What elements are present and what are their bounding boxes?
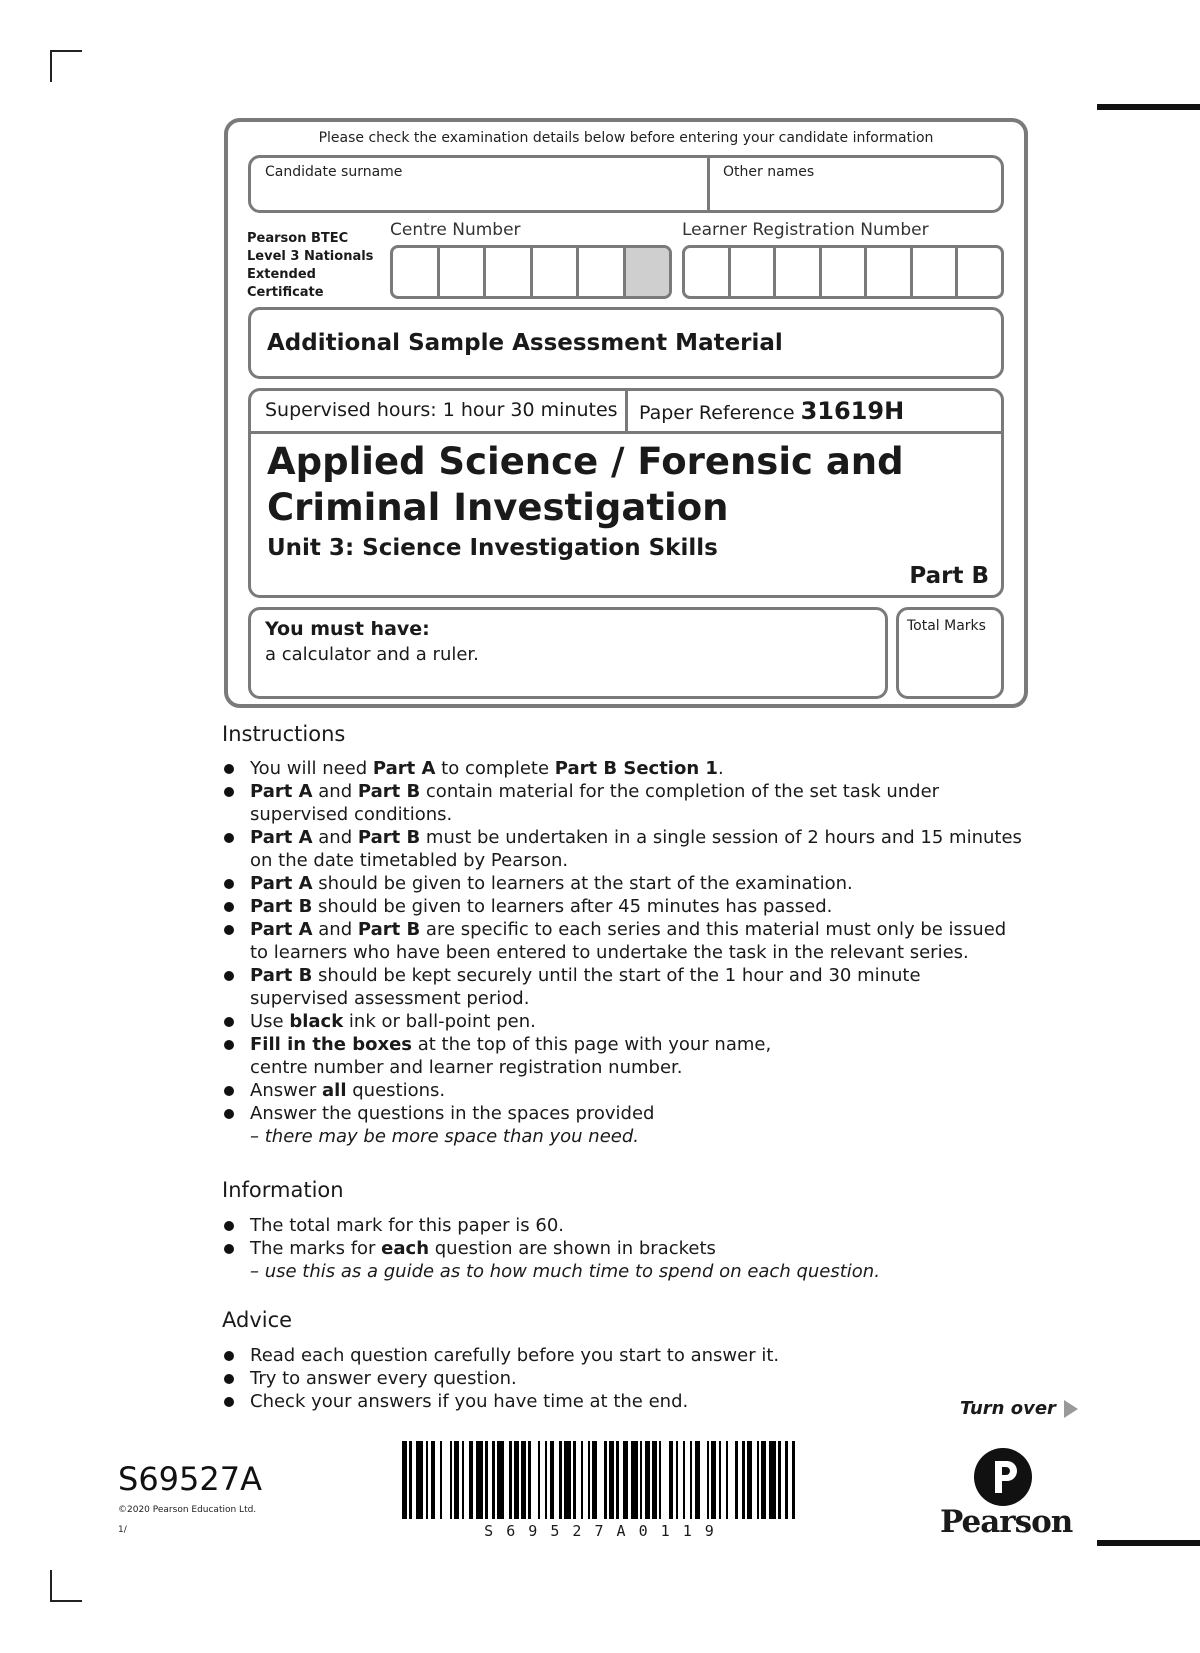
- bullet-item: [222, 757, 1022, 780]
- text: question are shown in brackets: [429, 1238, 716, 1259]
- qualification-line: Level 3 Nationals: [247, 249, 374, 264]
- learner-digit[interactable]: [685, 248, 731, 296]
- bold-text: Part B: [250, 896, 313, 917]
- crop-mark-top-left: [50, 50, 82, 82]
- barcode-gap: [442, 1441, 449, 1519]
- text: centre number and learner registration number.: [250, 1057, 683, 1078]
- paper-code: S69527A: [118, 1460, 262, 1498]
- part-label: Part B: [909, 563, 989, 589]
- small-code: 1/: [118, 1525, 127, 1535]
- information-heading: Information: [222, 1178, 344, 1202]
- barcode-gap: [795, 1441, 797, 1519]
- text: and: [312, 781, 358, 802]
- text: should be given to learners after 45 minutes has passed.: [312, 896, 833, 917]
- text: and: [312, 827, 358, 848]
- title-divider: [251, 431, 1001, 434]
- total-marks-label: Total Marks: [907, 618, 986, 634]
- qualification-block: [247, 230, 373, 302]
- bullet-item: [222, 918, 1022, 964]
- bullet-item: [222, 1102, 1022, 1148]
- must-have-label: You must have:: [265, 618, 430, 640]
- text: ink or ball-point pen.: [343, 1011, 536, 1032]
- centre-number-label: Centre Number: [390, 220, 521, 240]
- edge-bar-top: [1097, 104, 1200, 110]
- paper-title: [267, 439, 904, 531]
- paper-reference-value: 31619H: [800, 397, 905, 425]
- text: at the top of this page with your name,: [412, 1034, 772, 1055]
- bullet-item: [222, 826, 1022, 872]
- arrow-right-icon: [1064, 1400, 1078, 1418]
- reference-divider: [625, 391, 628, 431]
- material-title: Additional Sample Assessment Material: [267, 330, 783, 356]
- bullet-item: [222, 780, 1022, 826]
- centre-digit[interactable]: [440, 248, 487, 296]
- centre-digit[interactable]: [486, 248, 533, 296]
- barcode-gap: [700, 1441, 707, 1519]
- advice-heading: Advice: [222, 1308, 293, 1332]
- learner-digit[interactable]: [731, 248, 777, 296]
- barcode-text: S 6 9 5 2 7 A 0 1 1 9: [484, 1522, 716, 1540]
- must-have-box: [248, 607, 888, 699]
- unit-title: Unit 3: Science Investigation Skills: [267, 535, 718, 561]
- barcode-gap: [531, 1441, 538, 1519]
- name-divider: [707, 158, 710, 210]
- text: Read each question carefully before you start to answer it.: [250, 1345, 780, 1366]
- learner-reg-boxes[interactable]: [682, 245, 1004, 299]
- advice-list: [222, 1344, 1022, 1413]
- copyright: ©2020 Pearson Education Ltd.: [118, 1505, 257, 1515]
- bullet-item: [222, 895, 1022, 918]
- text: should be kept securely until the start of the 1 hour and 30 minute supervised assessment period.: [250, 965, 921, 1009]
- bold-text: Part B Section 1: [554, 758, 718, 779]
- qualification-line: Extended: [247, 267, 316, 282]
- barcode-bar: [564, 1441, 571, 1519]
- barcode-icon: [402, 1441, 798, 1519]
- centre-digit[interactable]: [393, 248, 440, 296]
- learner-digit[interactable]: [913, 248, 959, 296]
- pearson-wordmark: Pearson: [940, 1504, 1073, 1540]
- barcode-gap: [661, 1441, 668, 1519]
- turn-over: [960, 1398, 1078, 1419]
- bold-text: all: [322, 1080, 347, 1101]
- bold-text: Part A: [250, 873, 313, 894]
- instructions-list: [222, 757, 1022, 1148]
- paper-title-line: Criminal Investigation: [267, 486, 729, 529]
- paper-title-box: [248, 388, 1004, 598]
- bold-text: Part A: [250, 827, 313, 848]
- bold-text: each: [381, 1238, 430, 1259]
- bold-text: black: [289, 1011, 344, 1032]
- learner-digit[interactable]: [958, 248, 1001, 296]
- check-notice: Please check the examination details below before entering your candidate information: [318, 130, 934, 146]
- bullet-item: [222, 1237, 1022, 1283]
- learner-reg-label: Learner Registration Number: [682, 220, 929, 240]
- bullet-item: [222, 1010, 1022, 1033]
- text: and: [312, 919, 358, 940]
- text: Use: [250, 1011, 290, 1032]
- bullet-item: [222, 1390, 1022, 1413]
- total-marks-box: [896, 607, 1004, 699]
- bold-text: Part B: [250, 965, 313, 986]
- text: Check your answers if you have time at the end.: [250, 1391, 689, 1412]
- supervised-hours: Supervised hours: 1 hour 30 minutes: [265, 399, 618, 421]
- bullet-item: [222, 1079, 1022, 1102]
- bold-text: Part B: [357, 919, 421, 940]
- material-title-box: [248, 307, 1004, 379]
- bold-text: Fill in the boxes: [250, 1034, 412, 1055]
- candidate-surname-label: Candidate surname: [265, 164, 403, 180]
- bold-text: Part B: [357, 827, 421, 848]
- turn-over-label: Turn over: [960, 1398, 1056, 1419]
- edge-bar-bottom: [1097, 1540, 1200, 1546]
- barcode-bar: [631, 1441, 638, 1519]
- bold-text: Part B: [357, 781, 421, 802]
- text: must be undertaken in a single session of 2 hours and 15 minutes on the date timetabled by Pearson.: [250, 827, 1022, 871]
- text: contain material for the completion of the set task under supervised conditions.: [250, 781, 940, 825]
- italic-text: – use this as a guide as to how much time to spend on each question.: [250, 1261, 880, 1282]
- centre-digit-shaded: [626, 248, 670, 296]
- text: The marks for: [250, 1238, 382, 1259]
- paper-title-line: Applied Science / Forensic and: [267, 440, 904, 483]
- bullet-item: [222, 1033, 1022, 1079]
- text: should be given to learners at the start of the examination.: [312, 873, 853, 894]
- text: are specific to each series and this material must only be issued to learners who have been entered to undertake the task in the relevant series.: [250, 919, 1007, 963]
- barcode-bar: [769, 1441, 776, 1519]
- text: Answer: [250, 1080, 323, 1101]
- barcode-gap: [728, 1441, 735, 1519]
- information-list: [222, 1214, 1022, 1283]
- bold-text: Part A: [250, 919, 313, 940]
- bold-text: Part A: [250, 781, 313, 802]
- centre-digit[interactable]: [579, 248, 626, 296]
- other-names-label: Other names: [723, 164, 815, 180]
- learner-digit[interactable]: [867, 248, 913, 296]
- barcode-bar: [497, 1441, 504, 1519]
- text: questions.: [346, 1080, 446, 1101]
- paper-reference: [639, 397, 904, 425]
- text: The total mark for this paper is 60.: [250, 1215, 565, 1236]
- barcode-gap: [597, 1441, 604, 1519]
- pearson-logo-icon: [973, 1447, 1033, 1507]
- text: to complete: [435, 758, 555, 779]
- paper-reference-label: Paper Reference: [639, 402, 795, 424]
- instructions-heading: Instructions: [222, 722, 346, 746]
- barcode-bar: [416, 1441, 423, 1519]
- must-have-items: a calculator and a ruler.: [265, 644, 479, 665]
- qualification-line: Pearson BTEC: [247, 231, 349, 246]
- bullet-item: [222, 1344, 1022, 1367]
- barcode-bar: [476, 1441, 483, 1519]
- learner-digit[interactable]: [822, 248, 868, 296]
- text: Try to answer every question.: [250, 1368, 517, 1389]
- learner-digit[interactable]: [776, 248, 822, 296]
- bold-text: Part A: [372, 758, 436, 779]
- bullet-item: [222, 1214, 1022, 1237]
- italic-text: – there may be more space than you need.: [250, 1126, 640, 1147]
- text: .: [717, 758, 724, 779]
- bullet-item: [222, 872, 1022, 895]
- centre-number-boxes[interactable]: [390, 245, 672, 299]
- bullet-item: [222, 964, 1022, 1010]
- text: You will need: [250, 758, 373, 779]
- candidate-name-box[interactable]: [248, 155, 1004, 213]
- centre-digit[interactable]: [533, 248, 580, 296]
- bullet-item: [222, 1367, 1022, 1390]
- qualification-line: Certificate: [247, 285, 324, 300]
- text: Answer the questions in the spaces provided: [250, 1103, 655, 1124]
- crop-mark-bottom-left: [50, 1570, 82, 1602]
